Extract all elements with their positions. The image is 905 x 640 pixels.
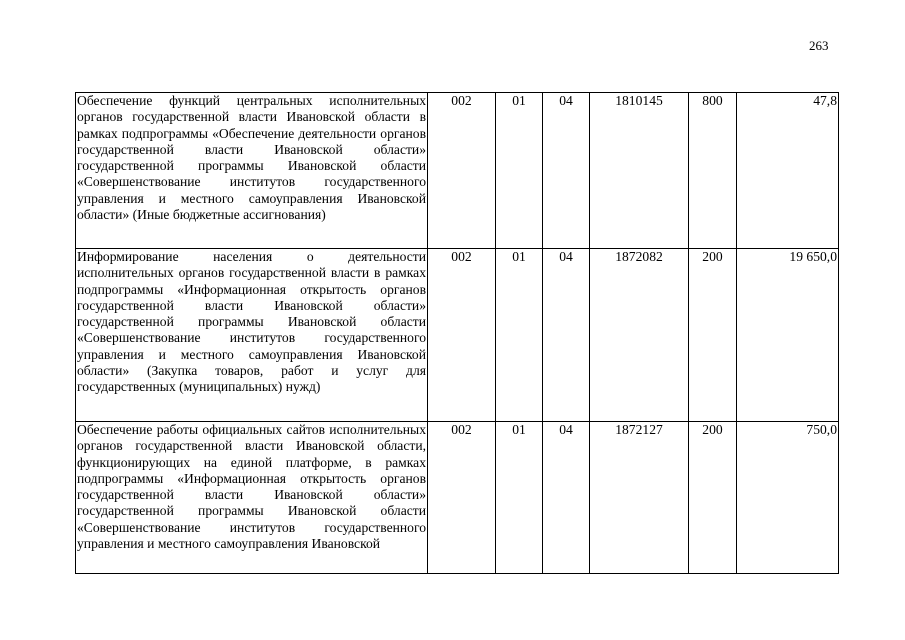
expense-type-code: 200 bbox=[689, 249, 737, 422]
subsection-code: 04 bbox=[543, 93, 590, 249]
table-row bbox=[76, 422, 839, 574]
amount: 750,0 bbox=[737, 422, 839, 574]
ministry-code: 002 bbox=[428, 93, 496, 249]
ministry-code: 002 bbox=[428, 422, 496, 574]
budget-table bbox=[75, 92, 839, 574]
table-row bbox=[76, 249, 839, 422]
table-row bbox=[76, 93, 839, 249]
row-description: Обеспечение работы официальных сайтов исполнительных органов государственной власти Ивановской области, функционирующих на единой платформе, в рамках подпрограммы «Информационная открытость органов государственной власти Ивановской области» государственной программы Ивановской области «Совершенствование институтов государственного управления и местного самоуправления Ивановской bbox=[76, 422, 428, 574]
section-code: 01 bbox=[496, 93, 543, 249]
expense-type-code: 200 bbox=[689, 422, 737, 574]
ministry-code: 002 bbox=[428, 249, 496, 422]
row-description: Обеспечение функций центральных исполнительных органов государственной власти Ивановской области в рамках подпрограммы «Обеспечение деятельности органов государственной власти Ивановской области» государственной программы Ивановской области «Совершенствование институтов государственного управления и местного самоуправления Ивановской области» (Иные бюджетные ассигнования) bbox=[76, 93, 428, 249]
target-article-code: 1810145 bbox=[590, 93, 689, 249]
row-description: Информирование населения о деятельности исполнительных органов государственной власти в рамках подпрограммы «Информационная открытость органов государственной власти Ивановской области» государственной программы Ивановской области «Совершенствование институтов государственного управления и местного самоуправления Ивановской области» (Закупка товаров, работ и услуг для государственных (муниципальных) нужд) bbox=[76, 249, 428, 422]
target-article-code: 1872127 bbox=[590, 422, 689, 574]
expense-type-code: 800 bbox=[689, 93, 737, 249]
amount: 19 650,0 bbox=[737, 249, 839, 422]
subsection-code: 04 bbox=[543, 422, 590, 574]
target-article-code: 1872082 bbox=[590, 249, 689, 422]
amount: 47,8 bbox=[737, 93, 839, 249]
section-code: 01 bbox=[496, 422, 543, 574]
subsection-code: 04 bbox=[543, 249, 590, 422]
page-number: 263 bbox=[809, 38, 829, 53]
section-code: 01 bbox=[496, 249, 543, 422]
